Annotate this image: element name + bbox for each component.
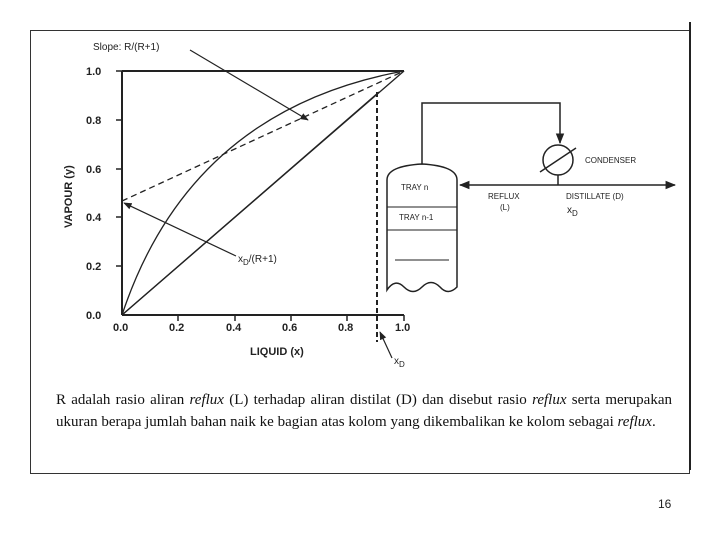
y-tick-label: 0.8: [86, 115, 102, 127]
x-tick-label: 0.0: [113, 322, 129, 334]
intercept-label: $x_D/(R+1)$: [238, 254, 277, 267]
distillate-xd-label: $x_D$: [567, 205, 578, 218]
slope-arrow: [190, 50, 308, 120]
x-tick-label: 0.2: [169, 322, 185, 334]
condenser-label: CONDENSER: [585, 156, 637, 165]
xd-marker-label: $x_D$: [394, 356, 405, 369]
y-tick-label: 0.4: [86, 212, 102, 224]
reflux-sub-label: (L): [500, 203, 510, 212]
operating-line: [122, 92, 379, 315]
x-axis-title: LIQUID (x): [250, 346, 304, 358]
x-tick-label: 0.4: [226, 322, 242, 334]
y-tick-label: 1.0: [86, 66, 102, 78]
dashed-line: [122, 71, 404, 201]
x-tick-label: 0.8: [338, 322, 354, 334]
distillate-label: DISTILLATE (D): [566, 192, 624, 201]
caption-text: R adalah rasio aliran reflux (L) terhadap aliran distilat (D) dan disebut rasio reflux serta merupakan ukuran berapa jumlah bahan naik ke bagian atas kolom yang dikembalikan ke kolom sebagai reflux.: [56, 392, 672, 430]
y-tick-label: 0.0: [86, 310, 102, 322]
xd-arrow: [380, 332, 392, 358]
slope-label: Slope: R/(R+1): [93, 42, 160, 53]
x-tick-label: 1.0: [395, 322, 411, 334]
y-axis-title: VAPOUR (y): [63, 165, 75, 228]
vapour-pipe: [422, 103, 560, 164]
tray-n1-label: TRAY n-1: [399, 213, 434, 222]
y-tick-label: 0.6: [86, 164, 102, 176]
intercept-arrow: [124, 203, 236, 256]
reflux-label: REFLUX: [488, 192, 520, 201]
y-tick-label: 0.2: [86, 261, 102, 273]
tray-n-label: TRAY n: [401, 183, 429, 192]
page-number: 16: [658, 497, 672, 511]
x-tick-label: 0.6: [282, 322, 298, 334]
